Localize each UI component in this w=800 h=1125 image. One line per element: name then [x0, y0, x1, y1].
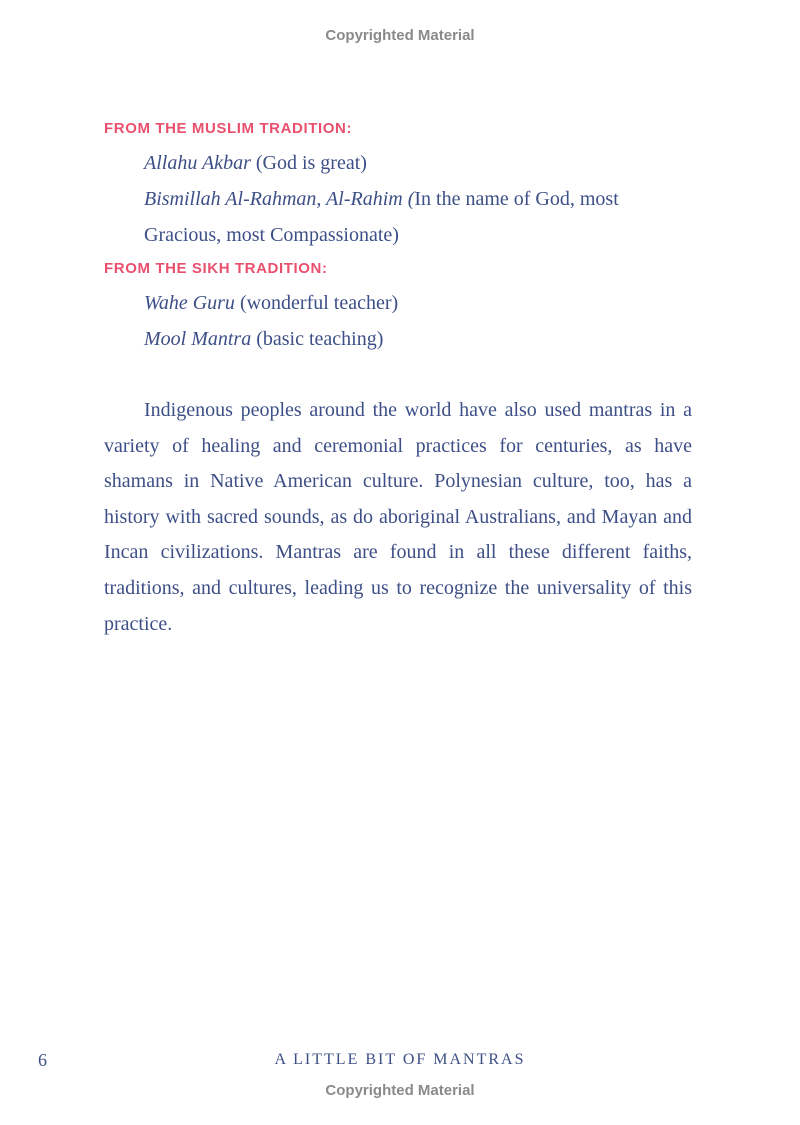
copyright-watermark-top: Copyrighted Material — [325, 27, 475, 44]
mantra-item — [104, 321, 692, 357]
mantra-gloss: In the name of God, most Gracious, most Compassionate) — [144, 188, 619, 246]
section-heading-muslim: FROM THE MUSLIM TRADITION: — [104, 120, 353, 137]
page-number: 6 — [38, 1050, 47, 1070]
mantra-gloss: (basic teaching) — [251, 328, 384, 350]
mantra-item — [104, 181, 692, 253]
page-footer — [0, 1050, 800, 1074]
mantra-term: Allahu Akbar — [144, 152, 251, 174]
mantra-term: Bismillah Al-Rahman, Al-Rahim ( — [144, 188, 415, 210]
mantra-gloss: (wonderful teacher) — [234, 292, 399, 314]
copyright-watermark-bottom: Copyrighted Material — [325, 1082, 475, 1099]
mantra-term: Mool Mantra — [144, 328, 252, 350]
body-paragraph: Indigenous peoples around the world have also used mantras in a variety of healing and ceremonial practices for centuries, as have shamans in Native American culture. Polynesian culture, too, has a history with sacred sounds, as do aboriginal Australians, and Mayan and Incan civilizations. Mantras are found in all these different faiths, traditions, and cultures, leading us to recognize the universality of this practice. — [104, 399, 692, 635]
section-heading-sikh: FROM THE SIKH TRADITION: — [104, 260, 328, 277]
mantra-gloss: (God is great) — [250, 152, 367, 174]
mantra-item — [104, 285, 692, 321]
page-body — [104, 113, 692, 662]
mantra-item — [104, 145, 692, 181]
running-title: A LITTLE BIT OF MANTRAS — [274, 1051, 526, 1068]
mantra-term: Wahe Guru — [144, 292, 235, 314]
